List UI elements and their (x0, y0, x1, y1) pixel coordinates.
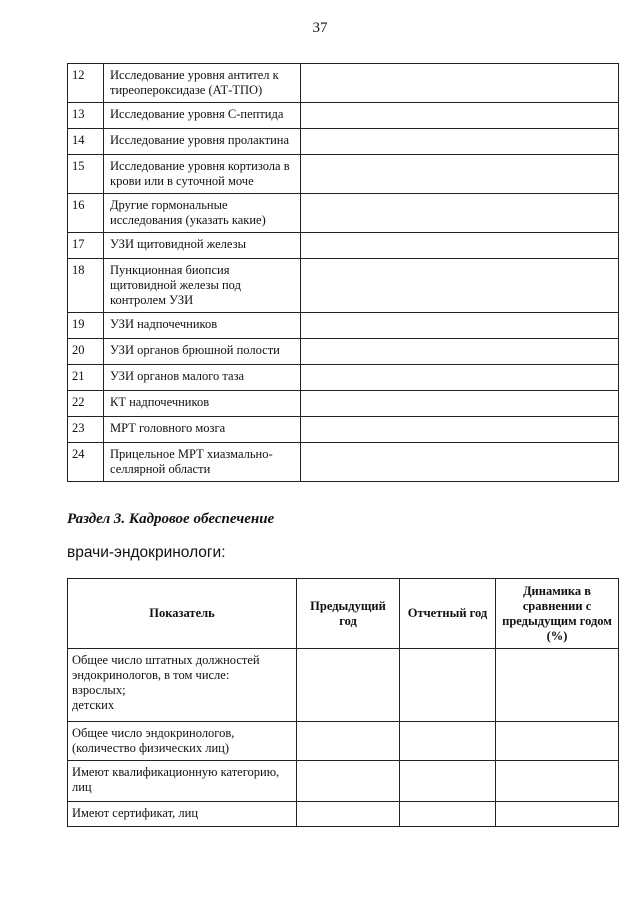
value-cell (301, 103, 619, 129)
row-name: Исследование уровня кортизола в крови или в суточной моче (104, 155, 301, 194)
table-row (68, 802, 619, 827)
indicator-cell: Общее число эндокринологов, (количество физических лиц) (68, 722, 297, 761)
row-name: МРТ головного мозга (104, 417, 301, 443)
staffing-table (67, 578, 619, 827)
row-name: УЗИ щитовидной железы (104, 233, 301, 259)
page-number: 37 (312, 20, 328, 36)
table-row (68, 313, 619, 339)
row-number: 22 (68, 391, 104, 417)
row-number: 16 (68, 194, 104, 233)
row-number: 24 (68, 443, 104, 482)
row-number: 12 (68, 64, 104, 103)
row-name: Исследование уровня пролактина (104, 129, 301, 155)
indicator-cell: Имеют квалификационную категорию, лиц (68, 761, 297, 802)
table-row (68, 722, 619, 761)
value-cell (301, 417, 619, 443)
table-row (68, 155, 619, 194)
indicator-text: Общее число штатных должностей эндокринологов, в том числе: (72, 653, 260, 682)
row-number: 19 (68, 313, 104, 339)
row-name: Прицельное МРТ хиазмально-селлярной области (104, 443, 301, 482)
row-number: 17 (68, 233, 104, 259)
lab-studies-table (67, 63, 619, 482)
value-cell (297, 802, 400, 827)
value-cell (400, 722, 496, 761)
row-number: 14 (68, 129, 104, 155)
indicator-subitem-adults: взрослых; (72, 683, 126, 697)
table-row (68, 233, 619, 259)
table-header-row (68, 579, 619, 649)
table-row (68, 103, 619, 129)
row-name: УЗИ надпочечников (104, 313, 301, 339)
table-row (68, 259, 619, 313)
table-row (68, 761, 619, 802)
value-cell (301, 365, 619, 391)
row-name: Пункционная биопсия щитовидной железы под контролем УЗИ (104, 259, 301, 313)
value-cell (301, 391, 619, 417)
row-name: УЗИ органов брюшной полости (104, 339, 301, 365)
value-cell (301, 129, 619, 155)
value-cell (400, 761, 496, 802)
row-number: 18 (68, 259, 104, 313)
table-row (68, 417, 619, 443)
row-number: 15 (68, 155, 104, 194)
header-dynamics: Динамика в сравнении с предыдущим годом (%) (496, 579, 619, 649)
value-cell (301, 259, 619, 313)
row-number: 21 (68, 365, 104, 391)
value-cell (301, 339, 619, 365)
table-row (68, 339, 619, 365)
value-cell (297, 722, 400, 761)
table-row (68, 64, 619, 103)
section-title: Раздел 3. Кадровое обеспечение (67, 511, 275, 527)
value-cell (400, 802, 496, 827)
value-cell (496, 802, 619, 827)
value-cell (301, 233, 619, 259)
indicator-subitem-children: детских (72, 698, 115, 712)
table-row (68, 129, 619, 155)
row-name: УЗИ органов малого таза (104, 365, 301, 391)
row-name: Исследование уровня антител к тиреопероксидазе (АТ-ТПО) (104, 64, 301, 103)
value-cell (301, 64, 619, 103)
header-indicator: Показатель (68, 579, 297, 649)
value-cell (496, 722, 619, 761)
indicator-cell (68, 649, 297, 722)
row-name: КТ надпочечников (104, 391, 301, 417)
table-row (68, 443, 619, 482)
value-cell (297, 649, 400, 722)
table-row (68, 365, 619, 391)
value-cell (400, 649, 496, 722)
row-number: 20 (68, 339, 104, 365)
indicator-cell: Имеют сертификат, лиц (68, 802, 297, 827)
table-row (68, 194, 619, 233)
row-number: 13 (68, 103, 104, 129)
value-cell (496, 761, 619, 802)
value-cell (496, 649, 619, 722)
value-cell (301, 194, 619, 233)
value-cell (301, 155, 619, 194)
table-row (68, 649, 619, 722)
row-name: Исследование уровня С-пептида (104, 103, 301, 129)
row-number: 23 (68, 417, 104, 443)
header-reporting-year: Отчетный год (400, 579, 496, 649)
value-cell (301, 443, 619, 482)
section-subheading: врачи-эндокринологи: (67, 544, 226, 561)
value-cell (297, 761, 400, 802)
row-name: Другие гормональные исследования (указать какие) (104, 194, 301, 233)
value-cell (301, 313, 619, 339)
header-previous-year: Предыдущий год (297, 579, 400, 649)
table-row (68, 391, 619, 417)
